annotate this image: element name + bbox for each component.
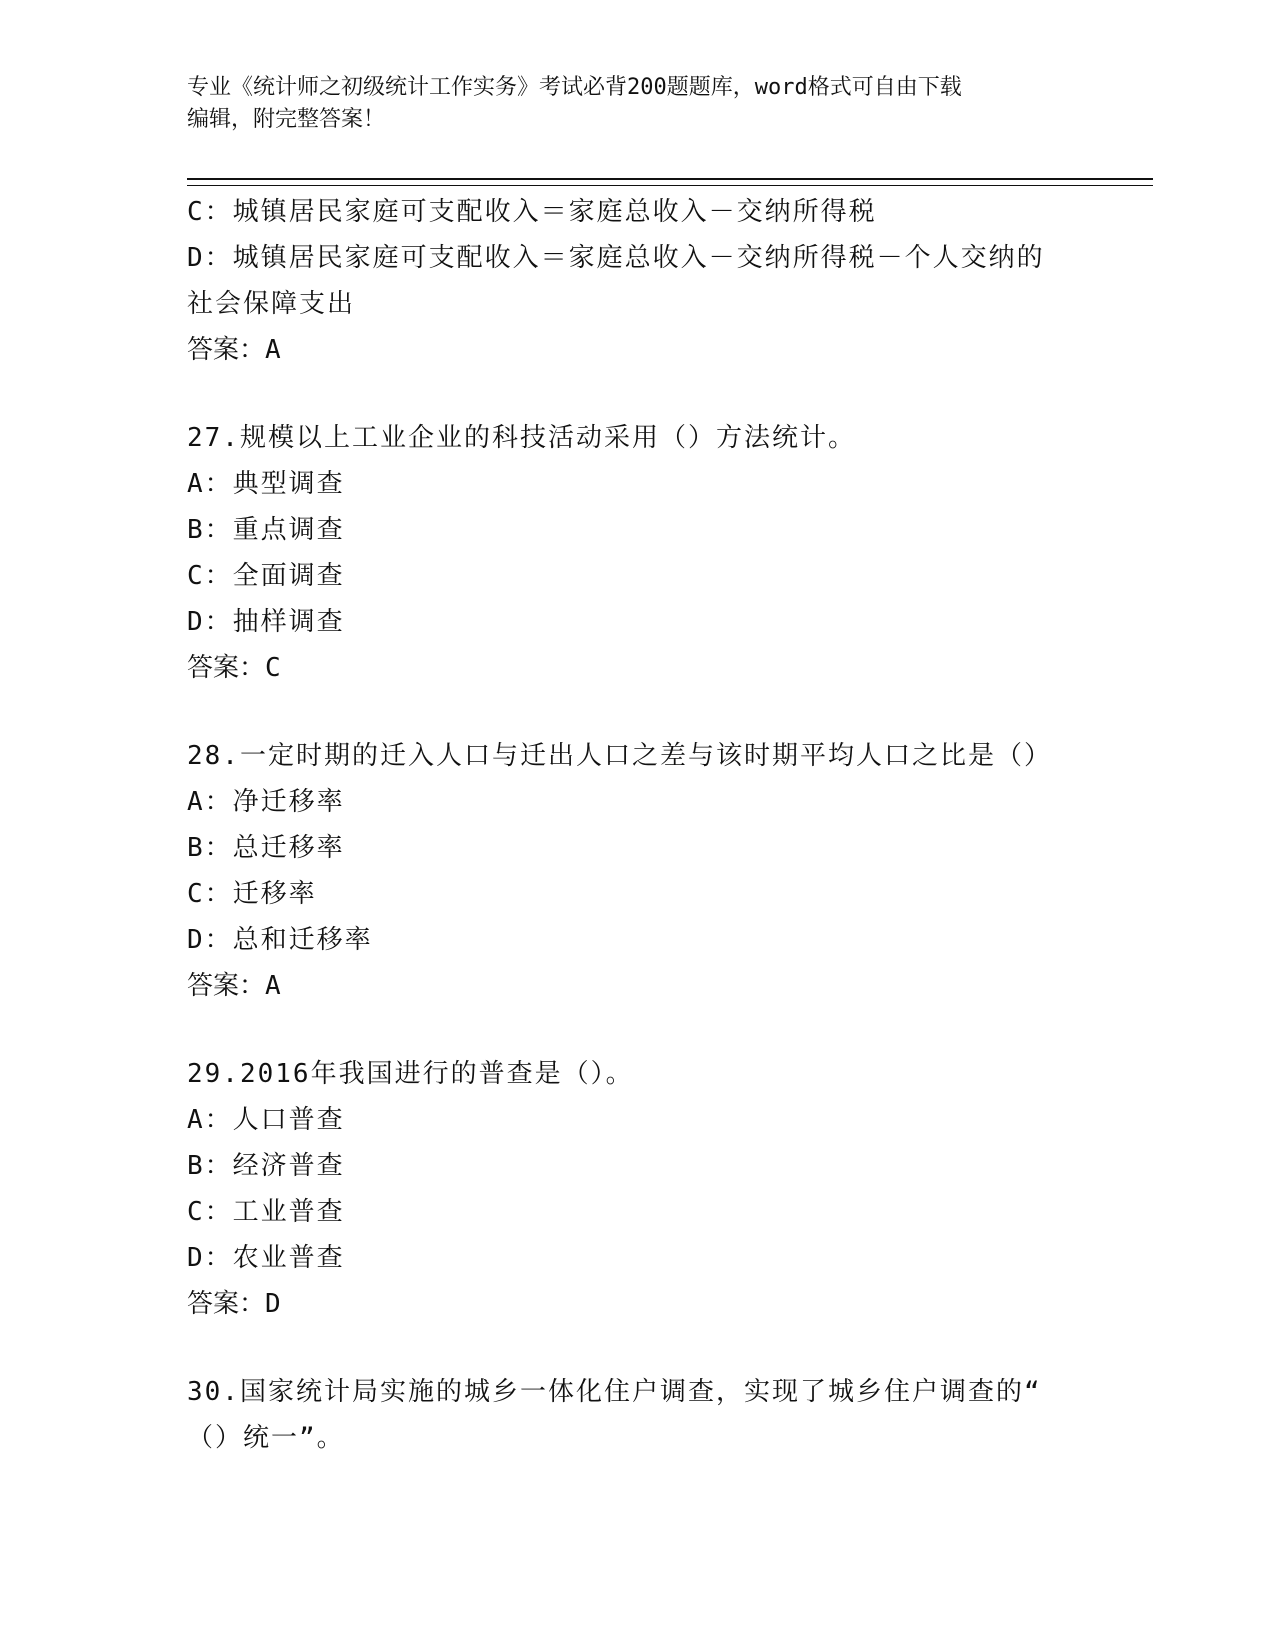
header-title-line2: 编辑，附完整答案！ bbox=[187, 107, 386, 132]
option-d: D：农业普查 bbox=[187, 1243, 345, 1273]
answer-label: 答案： bbox=[187, 653, 266, 683]
question-30 bbox=[187, 1369, 1087, 1461]
answer-value: C bbox=[265, 653, 281, 683]
document-header bbox=[187, 72, 1087, 136]
answer-value: D bbox=[265, 1289, 281, 1319]
option-b: B：总迁移率 bbox=[187, 833, 345, 863]
answer-line bbox=[187, 1281, 1087, 1327]
question-28 bbox=[187, 733, 1087, 1009]
answer-label: 答案： bbox=[187, 335, 266, 365]
option-b: B：重点调查 bbox=[187, 515, 345, 545]
question-stem-continued: （）统一”。 bbox=[187, 1423, 345, 1453]
option-b: B：经济普查 bbox=[187, 1151, 345, 1181]
option-c: C：工业普查 bbox=[187, 1197, 345, 1227]
answer-line bbox=[187, 645, 1087, 691]
option-a: A：人口普查 bbox=[187, 1105, 345, 1135]
answer-label: 答案： bbox=[187, 971, 266, 1001]
header-divider bbox=[187, 178, 1153, 186]
option-d: D：城镇居民家庭可支配收入＝家庭总收入－交纳所得税－个人交纳的 bbox=[187, 243, 1045, 273]
answer-label: 答案： bbox=[187, 1289, 266, 1319]
question-26-continued bbox=[187, 189, 1087, 373]
answer-value: A bbox=[265, 335, 281, 365]
question-stem: 29.2016年我国进行的普查是（）。 bbox=[187, 1059, 634, 1089]
answer-value: A bbox=[265, 971, 281, 1001]
question-stem: 28.一定时期的迁入人口与迁出人口之差与该时期平均人口之比是（） bbox=[187, 741, 1052, 771]
option-d-continued: 社会保障支出 bbox=[187, 289, 356, 319]
option-a: A：净迁移率 bbox=[187, 787, 345, 817]
option-c: C：全面调查 bbox=[187, 561, 345, 591]
question-stem: 30.国家统计局实施的城乡一体化住户调查，实现了城乡住户调查的“ bbox=[187, 1377, 1042, 1407]
option-a: A：典型调查 bbox=[187, 469, 345, 499]
question-list bbox=[187, 189, 1087, 1461]
option-d: D：抽样调查 bbox=[187, 607, 345, 637]
option-c: C：迁移率 bbox=[187, 879, 317, 909]
answer-line bbox=[187, 963, 1087, 1009]
question-27 bbox=[187, 415, 1087, 691]
question-29 bbox=[187, 1051, 1087, 1327]
option-c: C：城镇居民家庭可支配收入＝家庭总收入－交纳所得税 bbox=[187, 197, 877, 227]
question-stem: 27.规模以上工业企业的科技活动采用（）方法统计。 bbox=[187, 423, 856, 453]
option-d: D：总和迁移率 bbox=[187, 925, 373, 955]
answer-line bbox=[187, 327, 1087, 373]
header-title-line1: 专业《统计师之初级统计工作实务》考试必背200题题库，word格式可自由下载 bbox=[187, 75, 962, 100]
